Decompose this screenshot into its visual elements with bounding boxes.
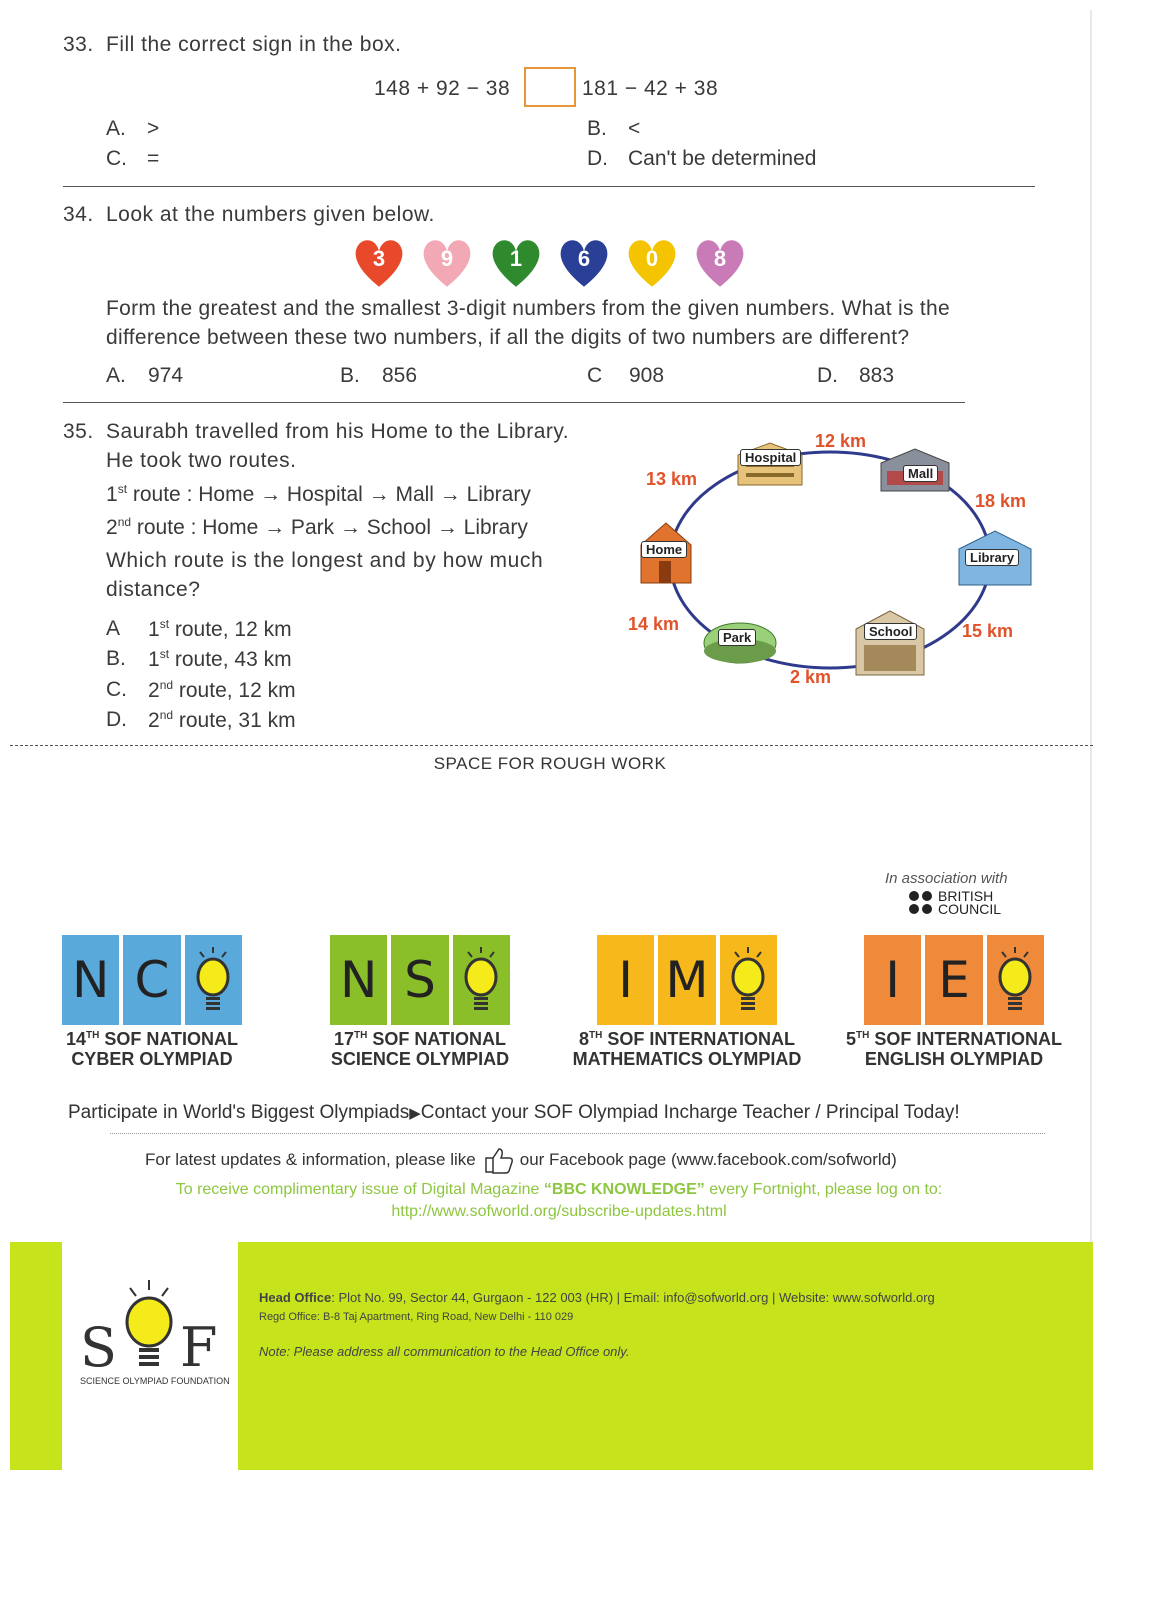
q34-option-b-key: B. xyxy=(340,364,360,387)
olympiad-name: 5TH SOF INTERNATIONAL ENGLISH OLYMPIAD xyxy=(845,1029,1062,1069)
page-edge xyxy=(1090,10,1092,1250)
olympiad-letter: E xyxy=(921,935,982,1025)
q35-option-c[interactable]: 2nd route, 12 km xyxy=(148,678,296,702)
q34-option-d[interactable]: 883 xyxy=(859,364,895,387)
q35-option-a-key: A xyxy=(106,617,121,640)
distance-park-school: 2 km xyxy=(790,667,832,687)
thumbs-up-icon[interactable] xyxy=(482,1146,518,1174)
home-building xyxy=(635,517,697,587)
q33-text: Fill the correct sign in the box. xyxy=(106,33,402,56)
q34-number: 34. xyxy=(63,203,94,226)
heart-digit: 8 xyxy=(713,246,727,271)
bbc-pre: To receive complimentary issue of Digital Magazine xyxy=(175,1181,544,1198)
olympiad-logo xyxy=(330,935,510,1025)
divider xyxy=(110,1133,1045,1134)
library-building xyxy=(955,525,1035,591)
q34-body-line2: difference between these two numbers, if all the digits of two numbers are different? xyxy=(106,326,910,349)
q34-body-line1: Form the greatest and the smallest 3-digit numbers from the given numbers. What is the xyxy=(106,297,950,320)
british-council-logo xyxy=(908,890,1001,916)
q35-question2: distance? xyxy=(106,578,201,601)
olympiad-name: 14TH SOF NATIONAL CYBER OLYMPIAD xyxy=(65,1029,239,1069)
facebook-post[interactable]: our Facebook page (www.facebook.com/sofworld) xyxy=(519,1150,897,1169)
school-building xyxy=(850,605,930,681)
q33-right-expression: 181 − 42 + 38 xyxy=(582,77,719,100)
association-text: In association with xyxy=(885,870,1008,887)
regd-office: Regd Office: B-8 Taj Apartment, Ring Road, New Delhi - 110 029 xyxy=(259,1311,574,1323)
olympiad-name: 17TH SOF NATIONAL SCIENCE OLYMPIAD xyxy=(330,1029,510,1069)
q35-option-b-key: B. xyxy=(106,647,126,670)
q33-option-a[interactable]: > xyxy=(147,117,160,140)
divider xyxy=(63,186,1035,187)
q35-route2: 2nd route : Home → Park → School → Library xyxy=(106,515,528,539)
bbc-url[interactable]: http://www.sofworld.org/subscribe-updates.html xyxy=(391,1203,727,1220)
bbc-knowledge: “BBC KNOWLEDGE” xyxy=(543,1181,705,1198)
sof-letter-f: F xyxy=(180,1316,218,1379)
facebook-pre: For latest updates & information, please like xyxy=(145,1150,476,1169)
lightbulb-icon xyxy=(118,1276,180,1376)
british-label: BRITISH xyxy=(938,888,994,904)
olympiad-letter: N xyxy=(62,935,119,1025)
q34-option-b[interactable]: 856 xyxy=(382,364,418,387)
q35-option-d[interactable]: 2nd route, 31 km xyxy=(148,708,296,732)
school-label: School xyxy=(864,623,917,640)
route-map xyxy=(630,425,1050,695)
sof-foundation-name: SCIENCE OLYMPIAD FOUNDATION xyxy=(80,1376,230,1386)
heart-6 xyxy=(691,234,749,292)
q33-left-expression: 148 + 92 − 38 xyxy=(374,77,511,100)
q34-option-a[interactable]: 974 xyxy=(148,364,184,387)
rough-work-divider xyxy=(10,745,1093,746)
park-label: Park xyxy=(718,629,756,646)
bbc-line xyxy=(0,1181,1118,1199)
q35-line1: Saurabh travelled from his Home to the Library. xyxy=(106,420,570,443)
olympiad-letter: C xyxy=(119,935,180,1025)
q34-option-c-key: C xyxy=(587,364,603,387)
q35-option-d-key: D. xyxy=(106,708,127,731)
heart-2 xyxy=(418,234,476,292)
lightbulb-icon xyxy=(181,935,242,1025)
mall-building xyxy=(875,445,953,495)
heart-digit: 9 xyxy=(440,246,454,271)
lightbulb-icon xyxy=(716,935,777,1025)
olympiad-letter: M xyxy=(654,935,715,1025)
olympiad-letter: N xyxy=(330,935,387,1025)
facebook-line xyxy=(145,1146,897,1174)
home-label: Home xyxy=(641,541,687,558)
hospital-building xyxy=(730,435,808,490)
sof-letter-s: S xyxy=(80,1316,117,1379)
q33-number: 33. xyxy=(63,33,94,56)
distance-home-park: 14 km xyxy=(628,614,680,634)
rough-work-label: SPACE FOR ROUGH WORK xyxy=(433,754,667,773)
heart-4 xyxy=(555,234,613,292)
heart-1 xyxy=(350,234,408,292)
q35-option-a[interactable]: 1st route, 12 km xyxy=(148,617,292,641)
q35-route1: 1st route : Home → Hospital → Mall → Library xyxy=(106,482,531,506)
q34-option-d-key: D. xyxy=(817,364,838,387)
head-office-label: Head Office xyxy=(259,1290,332,1305)
olympiad-logo xyxy=(864,935,1044,1025)
distance-hospital-mall: 12 km xyxy=(815,431,867,451)
q35-line2: He took two routes. xyxy=(106,449,297,472)
q35-option-c-key: C. xyxy=(106,678,127,701)
olympiad-letter: S xyxy=(387,935,448,1025)
bbc-post: every Fortnight, please log on to: xyxy=(704,1181,943,1198)
heart-digit: 1 xyxy=(509,246,523,271)
olympiad-letter: I xyxy=(597,935,654,1025)
divider xyxy=(63,402,965,403)
distance-school-library: 15 km xyxy=(962,621,1014,641)
footer-note: Note: Please address all communication to the Head Office only. xyxy=(259,1344,630,1359)
q34-option-c[interactable]: 908 xyxy=(629,364,665,387)
heart-digit: 3 xyxy=(372,246,386,271)
head-office-text: : Plot No. 99, Sector 44, Gurgaon - 122 003 (HR) | Email: info@sofworld.org | Website: www.sofworld.org xyxy=(331,1290,935,1305)
lightbulb-icon xyxy=(449,935,510,1025)
q35-number: 35. xyxy=(63,420,94,443)
arrow-right-icon: ▶ xyxy=(409,1105,421,1122)
british-council-dots-icon xyxy=(908,890,934,916)
sof-logo xyxy=(80,1276,240,1386)
q33-option-d-key: D. xyxy=(587,147,608,170)
council-label: COUNCIL xyxy=(938,901,1002,917)
participate-line xyxy=(68,1102,960,1124)
q33-option-c-key: C. xyxy=(106,147,127,170)
olympiad-logo xyxy=(62,935,242,1025)
q35-option-b[interactable]: 1st route, 43 km xyxy=(148,647,292,671)
park-area xyxy=(700,613,780,669)
olympiad-letter: I xyxy=(864,935,921,1025)
heart-3 xyxy=(487,234,545,292)
q34-text: Look at the numbers given below. xyxy=(106,203,435,226)
library-label: Library xyxy=(965,549,1019,566)
olympiad-name: 8TH SOF INTERNATIONAL MATHEMATICS OLYMPIAD xyxy=(572,1029,802,1069)
olympiad-logo xyxy=(597,935,777,1025)
q33-option-b-key: B. xyxy=(587,117,607,140)
heart-digit: 0 xyxy=(645,246,659,271)
heart-digit: 6 xyxy=(577,246,591,271)
sof-logo-box xyxy=(62,1242,238,1470)
q33-option-a-key: A. xyxy=(106,117,126,140)
lightbulb-icon xyxy=(983,935,1044,1025)
distance-mall-library: 18 km xyxy=(975,491,1027,511)
heart-5 xyxy=(623,234,681,292)
q35-question1: Which route is the longest and by how much xyxy=(106,549,544,572)
q34-option-a-key: A. xyxy=(106,364,126,387)
head-office xyxy=(259,1290,935,1305)
mall-label: Mall xyxy=(903,465,938,482)
q33-answer-box[interactable] xyxy=(524,67,576,107)
distance-home-hospital: 13 km xyxy=(646,469,698,489)
q33-option-d[interactable]: Can't be determined xyxy=(628,147,817,170)
q33-option-c[interactable]: = xyxy=(147,147,160,170)
contact-text: Contact your SOF Olympiad Incharge Teacher / Principal Today! xyxy=(420,1102,960,1123)
participate-text: Participate in World's Biggest Olympiads xyxy=(68,1102,410,1123)
hospital-label: Hospital xyxy=(740,449,801,466)
q33-option-b[interactable]: < xyxy=(628,117,641,140)
